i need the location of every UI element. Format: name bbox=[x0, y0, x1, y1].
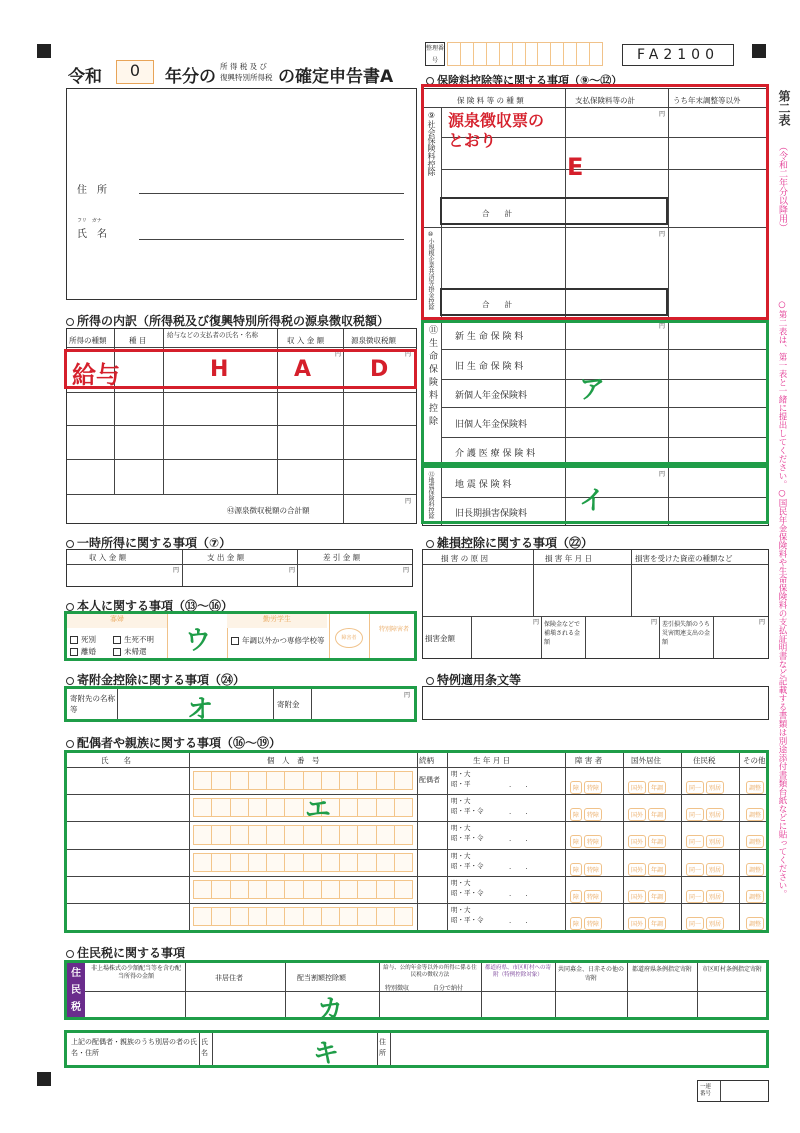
col-withholding: 源泉徴収税額 bbox=[351, 336, 396, 345]
family-flag-option[interactable]: 調整 bbox=[746, 890, 764, 903]
my-number-cells[interactable] bbox=[193, 853, 413, 872]
family-flag-option[interactable]: 調整 bbox=[746, 808, 764, 821]
col-disabled: 障 害 者 bbox=[575, 756, 603, 765]
birth-date-separators: .. bbox=[509, 889, 542, 898]
title-small-2: 復興特別所得税 bbox=[220, 73, 273, 82]
col-income-type: 所得の種類 bbox=[69, 336, 107, 345]
birth-date-separators: .. bbox=[509, 835, 542, 844]
col-loss-asset: 損害を受けた資産の種類など bbox=[635, 554, 733, 563]
family-flag-option[interactable]: 別居 bbox=[706, 808, 724, 821]
yen-unit: 円 bbox=[659, 323, 666, 330]
special-field[interactable] bbox=[422, 686, 769, 720]
family-flag-group bbox=[685, 857, 725, 876]
family-flag-option[interactable]: 調整 bbox=[746, 781, 764, 794]
seiri-number-field[interactable] bbox=[447, 42, 603, 66]
quake-insurance-highlight bbox=[421, 465, 769, 524]
col-relation: 続柄 bbox=[419, 756, 434, 765]
family-flag-group bbox=[745, 775, 765, 794]
yen-unit: 円 bbox=[403, 567, 410, 574]
option-student[interactable]: 年調以外かつ専修学校等 bbox=[231, 636, 331, 646]
res-col-collection: 給与、公的年金等以外の所得に係る住民税の徴収方法 bbox=[383, 965, 477, 978]
my-number-cells[interactable] bbox=[193, 771, 413, 790]
family-flag-option[interactable]: 同一 bbox=[686, 917, 704, 930]
donation-amount-label: 寄附金 bbox=[277, 700, 300, 709]
student-group-label: 勤労学生 bbox=[227, 614, 327, 628]
loss-amount-label: 損害金額 bbox=[425, 634, 455, 643]
family-flag-option[interactable]: 国外 bbox=[628, 863, 646, 876]
col-abroad: 国外居住 bbox=[631, 756, 661, 765]
birth-date-separators: .. bbox=[509, 781, 542, 789]
yen-unit: 円 bbox=[651, 619, 658, 626]
small-biz-label: ⑩小規模企業共済等掛金控除 bbox=[427, 231, 434, 310]
life-row-3: 新個人年金保険料 bbox=[455, 391, 528, 401]
yen-unit: 円 bbox=[659, 231, 666, 238]
yen-unit: 円 bbox=[405, 351, 412, 358]
era-label: 令和 bbox=[68, 67, 102, 87]
col-revenue: 収 入 金 額 bbox=[287, 336, 325, 345]
registration-mark bbox=[752, 44, 766, 58]
widow-group-label: 寡婦 bbox=[67, 614, 167, 628]
life-row-4: 旧個人年金保険料 bbox=[455, 420, 528, 430]
name-small-label: 氏名 bbox=[201, 1038, 208, 1057]
family-flag-option[interactable]: 障 bbox=[570, 835, 582, 848]
yen-unit: 円 bbox=[335, 351, 342, 358]
family-flag-option[interactable]: 国外 bbox=[628, 917, 646, 930]
donation-highlight bbox=[64, 686, 417, 725]
family-flag-option[interactable]: 年調 bbox=[648, 781, 666, 794]
side-year-note: （令和二年分以降用） bbox=[777, 142, 787, 232]
family-flag-option[interactable]: 年調 bbox=[648, 808, 666, 821]
social-note: 源泉徴収票のとおり bbox=[448, 111, 545, 150]
smallbiz-total-label: 合 計 bbox=[482, 300, 512, 309]
family-flag-option[interactable]: 年調 bbox=[648, 835, 666, 848]
option-mikikan[interactable]: 未帰還 bbox=[113, 646, 147, 657]
spouse-label: 配偶者 bbox=[419, 776, 440, 784]
name-label: 氏 名 bbox=[77, 229, 107, 240]
family-flag-option[interactable]: 特障 bbox=[584, 808, 602, 821]
marker-d: D bbox=[370, 357, 389, 382]
col-loss-cause: 損 害 の 原 因 bbox=[441, 554, 489, 563]
col-birthdate: 生 年 月 日 bbox=[473, 756, 511, 765]
donation-recipient-label: 寄附先の名称等 bbox=[70, 694, 115, 714]
family-flag-group bbox=[569, 802, 603, 821]
separate-family-label: 上記の配偶者・親族のうち別居の者の氏名・住所 bbox=[71, 1038, 197, 1057]
family-flag-option[interactable]: 障 bbox=[570, 863, 582, 876]
special-disabled-label[interactable]: 特別障害者 bbox=[378, 626, 409, 633]
birth-era-options[interactable]: 明・大 昭・平・令 bbox=[451, 878, 484, 897]
family-flag-option[interactable]: 障 bbox=[570, 917, 582, 930]
family-flag-group bbox=[627, 829, 667, 848]
family-flag-group bbox=[569, 829, 603, 848]
family-flag-group bbox=[685, 775, 725, 794]
title-pre: 年分の bbox=[165, 67, 216, 87]
insurance-section-title: 保険料控除等に関する事項（⑨～⑫） bbox=[426, 72, 622, 88]
col-resident: 住民税 bbox=[693, 756, 716, 765]
disabled-label[interactable]: 障害者 bbox=[335, 628, 363, 648]
life-row-5: 介 護 医 療 保 険 料 bbox=[455, 449, 536, 459]
resident-side-label: 住民税 bbox=[67, 963, 85, 1017]
family-flag-group bbox=[627, 911, 667, 930]
family-flag-group bbox=[627, 857, 667, 876]
yen-unit: 円 bbox=[173, 567, 180, 574]
family-flag-option[interactable]: 特障 bbox=[584, 835, 602, 848]
col-other: その他 bbox=[743, 756, 766, 765]
col-ins-other: うち年末調整等以外 bbox=[673, 96, 741, 105]
self-highlight bbox=[64, 611, 417, 661]
casualty-title: 雑損控除に関する事項（㉒） bbox=[426, 534, 593, 551]
marker-h: H bbox=[210, 357, 229, 382]
birth-era-options[interactable]: 明・大 昭・平 bbox=[451, 770, 471, 788]
my-number-cells[interactable] bbox=[193, 880, 413, 899]
family-flag-option[interactable]: 障 bbox=[570, 890, 582, 903]
marker-i-kana: イ bbox=[579, 486, 606, 516]
marker-e: E bbox=[567, 153, 584, 181]
res-col-pref: 都道府県条例指定寄附 bbox=[631, 966, 692, 973]
birth-era-options[interactable]: 明・大 昭・平・令 bbox=[451, 797, 484, 816]
donation-title: 寄附金控除に関する事項（㉔） bbox=[66, 671, 245, 688]
family-flag-option[interactable]: 同一 bbox=[686, 808, 704, 821]
quake-row-2: 旧長期損害保険料 bbox=[455, 509, 528, 519]
yen-unit: 円 bbox=[533, 619, 540, 626]
salary-row-highlight bbox=[64, 349, 417, 389]
marker-o-kana: オ bbox=[187, 695, 214, 725]
title-post: の確定申告書A bbox=[278, 67, 394, 87]
marker-e-kana: エ bbox=[305, 795, 332, 825]
option-seishi-fumei[interactable]: 生死不明 bbox=[113, 634, 154, 645]
family-flag-group bbox=[627, 802, 667, 821]
col-loss-date: 損 害 年 月 日 bbox=[545, 554, 593, 563]
collect-self[interactable]: 自分で納付 bbox=[433, 985, 464, 992]
address-label: 住 所 bbox=[77, 185, 107, 196]
family-flag-option[interactable]: 障 bbox=[570, 808, 582, 821]
col-temp-net: 差 引 金 額 bbox=[323, 553, 361, 562]
birth-era-options[interactable]: 明・大 昭・平・令 bbox=[451, 824, 484, 843]
life-insurance-label: ⑪生命保険料控除 bbox=[427, 325, 437, 429]
insurance-comp-label: 保険金などで補塡される金額 bbox=[544, 621, 581, 646]
marker-ka-kana: カ bbox=[317, 995, 344, 1025]
family-flag-group bbox=[685, 884, 725, 903]
self-title: 本人に関する事項（⑬～⑯） bbox=[66, 597, 233, 614]
family-flag-group bbox=[745, 802, 765, 821]
my-number-cells[interactable] bbox=[193, 907, 413, 926]
family-title: 配偶者や親族に関する事項（⑯～⑲） bbox=[66, 734, 281, 751]
res-col-nonresident: 非居住者 bbox=[215, 974, 243, 982]
yen-unit: 円 bbox=[289, 567, 296, 574]
quake-row-1: 地 震 保 険 料 bbox=[455, 480, 512, 490]
birth-date-separators: .. bbox=[509, 862, 542, 871]
res-col-dividend-credit: 配当割額控除額 bbox=[297, 974, 346, 982]
family-flag-group bbox=[685, 829, 725, 848]
family-flag-option[interactable]: 年調 bbox=[648, 863, 666, 876]
family-flag-option[interactable]: 同一 bbox=[686, 835, 704, 848]
family-flag-option[interactable]: 特障 bbox=[584, 781, 602, 794]
option-shibetsu[interactable]: 死別 bbox=[70, 634, 96, 645]
birth-date-separators: .. bbox=[509, 917, 542, 925]
marker-a-kana: ア bbox=[579, 375, 606, 405]
family-flag-option[interactable]: 別居 bbox=[706, 863, 724, 876]
family-flag-option[interactable]: 国外 bbox=[628, 835, 646, 848]
collect-special[interactable]: 特別徴収 bbox=[385, 985, 410, 992]
col-ins-type: 保 険 料 等 の 種 類 bbox=[457, 96, 524, 105]
family-flag-group bbox=[569, 857, 603, 876]
yen-unit: 円 bbox=[404, 692, 411, 699]
res-col-dividend: 非上場株式の少額配当等を含む配当所得の金額 bbox=[90, 965, 181, 980]
family-flag-group bbox=[685, 802, 725, 821]
family-flag-option[interactable]: 別居 bbox=[706, 890, 724, 903]
birth-era-options[interactable]: 明・大 昭・平・令 bbox=[451, 906, 484, 924]
my-number-cells[interactable] bbox=[193, 825, 413, 844]
family-flag-group bbox=[745, 884, 765, 903]
marker-ki-kana: キ bbox=[313, 1039, 340, 1069]
family-flag-group bbox=[745, 857, 765, 876]
marker-salary: 給与 bbox=[72, 361, 120, 389]
yen-unit: 円 bbox=[405, 498, 412, 505]
family-flag-option[interactable]: 国外 bbox=[628, 781, 646, 794]
family-flag-option[interactable]: 障 bbox=[570, 781, 582, 794]
family-flag-option[interactable]: 調整 bbox=[746, 835, 764, 848]
family-flag-option[interactable]: 別居 bbox=[706, 781, 724, 794]
separate-family-highlight bbox=[64, 1030, 769, 1068]
col-family-name: 氏 名 bbox=[101, 756, 131, 765]
res-col-furusato: 都道府県、市区町村への寄附（特例控除対象） bbox=[484, 965, 551, 978]
col-payer: 給与などの支払者の氏名・名称 bbox=[167, 331, 258, 339]
family-flag-option[interactable]: 国外 bbox=[628, 890, 646, 903]
family-flag-option[interactable]: 同一 bbox=[686, 863, 704, 876]
family-flag-option[interactable]: 同一 bbox=[686, 890, 704, 903]
family-flag-group bbox=[569, 884, 603, 903]
income-section-title: 所得の内訳（所得税及び復興特別所得税の源泉徴収税額） bbox=[66, 312, 389, 329]
family-flag-group bbox=[569, 775, 603, 794]
col-temp-revenue: 収 入 金 額 bbox=[89, 553, 127, 562]
ichiren-box[interactable] bbox=[697, 1080, 769, 1102]
option-rikon[interactable]: 離婚 bbox=[70, 646, 96, 657]
family-flag-group bbox=[745, 911, 765, 930]
quake-insurance-label: ⑫地震保険料控除 bbox=[427, 471, 434, 519]
addr-small-label: 住所 bbox=[379, 1038, 386, 1057]
registration-mark bbox=[37, 44, 51, 58]
casualty-table bbox=[422, 549, 769, 659]
ichiren-label: 一連番号 bbox=[700, 1084, 712, 1097]
registration-mark bbox=[37, 1072, 51, 1086]
resident-title: 住民税に関する事項 bbox=[66, 944, 185, 961]
birth-era-options[interactable]: 明・大 昭・平・令 bbox=[451, 851, 484, 870]
family-flag-group bbox=[627, 884, 667, 903]
col-item: 種 目 bbox=[129, 336, 147, 345]
res-col-city: 市区町村条例指定寄附 bbox=[701, 966, 762, 973]
yen-unit: 円 bbox=[659, 471, 666, 478]
social-total-label: 合 計 bbox=[482, 209, 512, 218]
family-flag-group bbox=[685, 911, 725, 930]
family-flag-option[interactable]: 調整 bbox=[746, 917, 764, 930]
temp-income-table bbox=[66, 549, 413, 587]
birth-date-separators: .. bbox=[509, 808, 542, 817]
form-code: FA2100 bbox=[622, 44, 734, 66]
family-highlight bbox=[64, 750, 769, 933]
family-flag-option[interactable]: 調整 bbox=[746, 863, 764, 876]
family-flag-option[interactable]: 別居 bbox=[706, 835, 724, 848]
family-flag-option[interactable]: 同一 bbox=[686, 781, 704, 794]
yen-unit: 円 bbox=[759, 619, 766, 626]
family-flag-group bbox=[627, 775, 667, 794]
temp-income-title: 一時所得に関する事項（⑦） bbox=[66, 534, 231, 551]
family-flag-option[interactable]: 特障 bbox=[584, 863, 602, 876]
life-insurance-highlight bbox=[421, 320, 769, 465]
seiri-label: 整理番号 bbox=[425, 42, 445, 66]
col-ins-paid: 支払保険料等の計 bbox=[575, 96, 635, 105]
col-my-number: 個 人 番 号 bbox=[267, 756, 320, 765]
col-temp-expense: 支 出 金 額 bbox=[207, 553, 245, 562]
disaster-expense-label: 差引損失額のうち災害関連支出の金額 bbox=[662, 621, 711, 646]
res-col-redcross: 共同募金、日赤その他の寄附 bbox=[557, 966, 624, 982]
side-title: 第二表 bbox=[777, 90, 791, 126]
family-flag-group bbox=[569, 911, 603, 930]
family-flag-option[interactable]: 特障 bbox=[584, 917, 602, 930]
social-insurance-highlight bbox=[421, 84, 769, 320]
resident-highlight bbox=[64, 960, 769, 1025]
marker-u-kana: ウ bbox=[185, 626, 212, 656]
furigana-label: フリ ガナ bbox=[77, 218, 102, 224]
marker-a: A bbox=[294, 357, 312, 382]
family-flag-option[interactable]: 別居 bbox=[706, 917, 724, 930]
family-flag-option[interactable]: 年調 bbox=[648, 890, 666, 903]
withholding-total-label: ㊸源泉徴収税額の合計額 bbox=[227, 506, 310, 515]
special-title: 特例適用条文等 bbox=[426, 671, 521, 688]
taxpayer-box bbox=[66, 88, 417, 300]
yen-unit: 円 bbox=[659, 111, 666, 118]
family-flag-group bbox=[745, 829, 765, 848]
life-row-1: 新 生 命 保 険 料 bbox=[455, 332, 524, 342]
family-flag-option[interactable]: 特障 bbox=[584, 890, 602, 903]
social-insurance-label: ⑨社会保険料控除 bbox=[427, 111, 436, 176]
family-flag-option[interactable]: 国外 bbox=[628, 808, 646, 821]
family-flag-option[interactable]: 年調 bbox=[648, 917, 666, 930]
title-small-1: 所 得 税 及 び bbox=[220, 62, 268, 71]
my-number-cells[interactable] bbox=[193, 798, 413, 817]
year-field[interactable]: 0 bbox=[116, 60, 154, 84]
side-instruction: ○第二表は、第一表と一緒に提出してください。○国民年金保険料や生命保険料の支払証明書など記載する書類は別途添付書類台紙などに貼ってください。 bbox=[777, 300, 787, 898]
life-row-2: 旧 生 命 保 険 料 bbox=[455, 362, 524, 372]
